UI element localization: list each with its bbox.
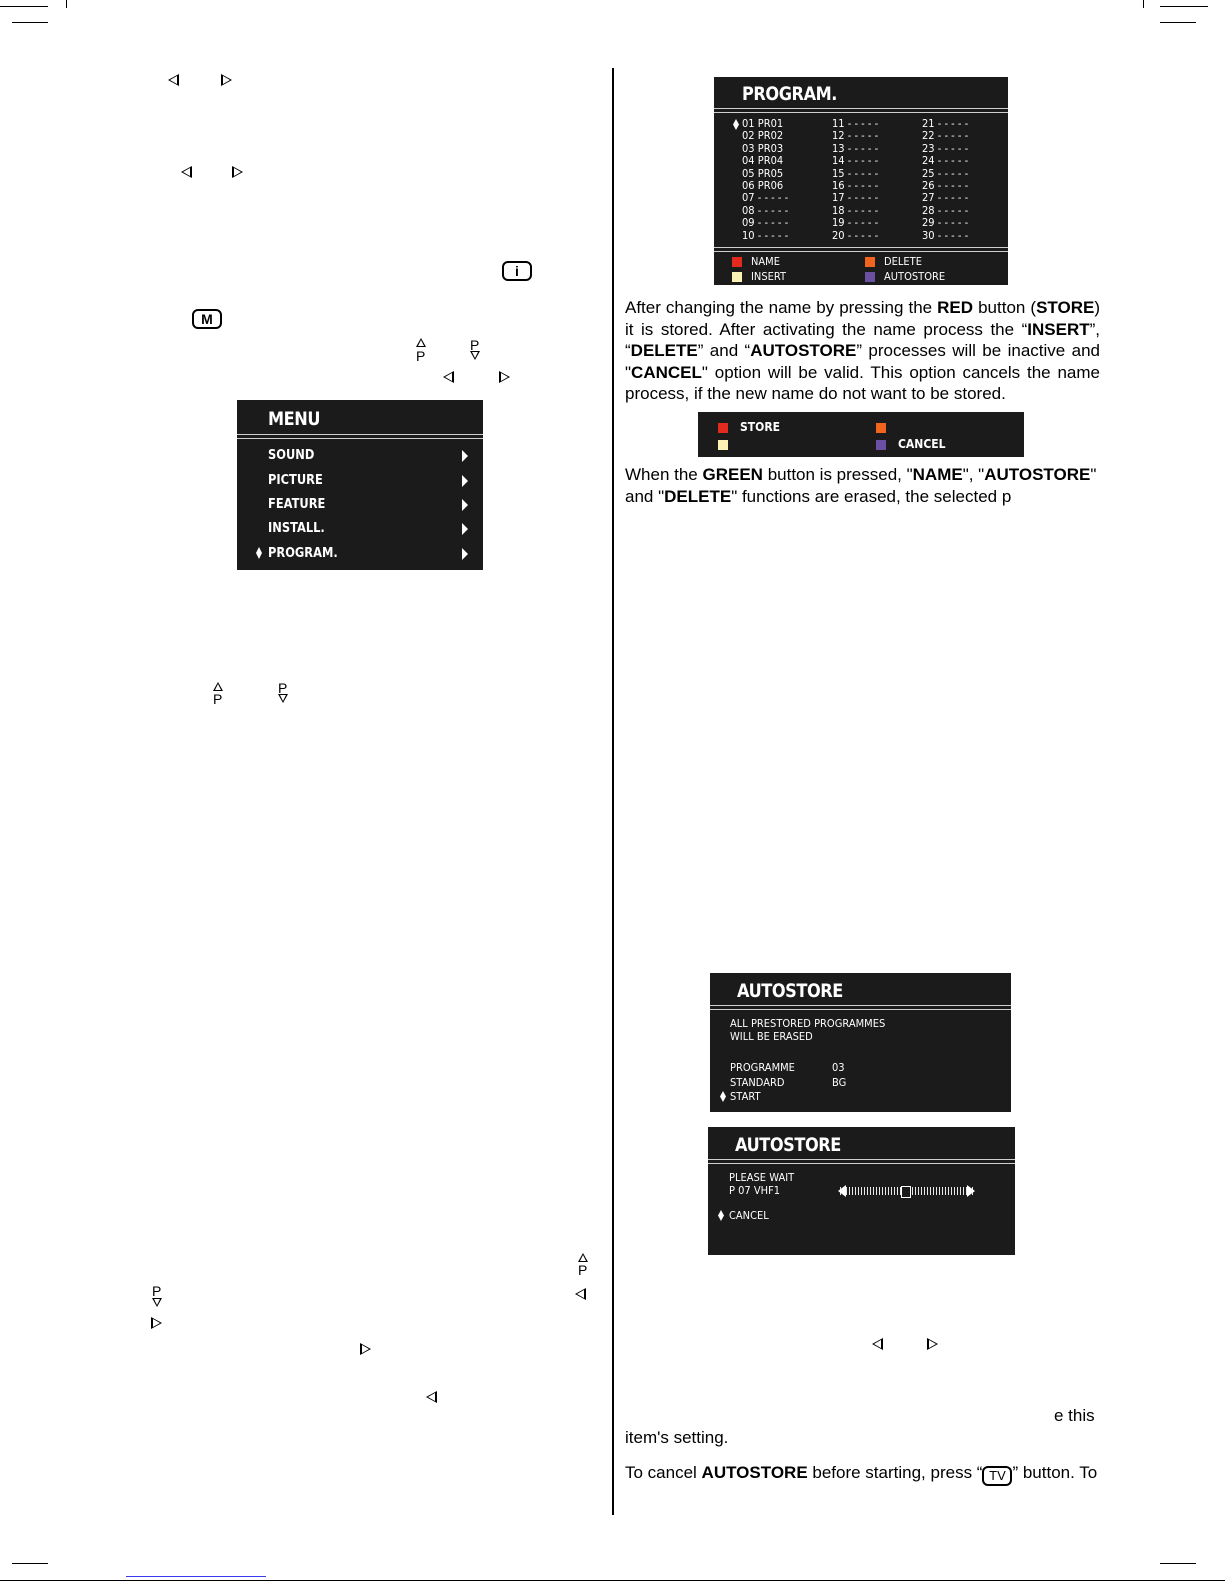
p-up-icon — [416, 338, 426, 347]
cancel-autostore-text: To cancel AUTOSTORE before starting, press “ TV ” button. To — [625, 1462, 1097, 1486]
menu-item-feature[interactable]: FEATURE — [268, 497, 326, 512]
standard-label: STANDARD — [730, 1076, 785, 1089]
p-down-icon — [152, 1298, 162, 1307]
selection-cursor-icon — [718, 1210, 724, 1221]
p-label: P — [152, 1283, 162, 1299]
selection-cursor-icon — [720, 1091, 726, 1102]
submenu-arrow-icon — [462, 523, 468, 535]
text-fragment: item's setting. — [625, 1428, 729, 1447]
legend-delete: DELETE — [884, 255, 922, 268]
purple-key-icon — [876, 440, 886, 450]
divider — [708, 1163, 1015, 1164]
crop-mark — [66, 0, 67, 8]
menu-item-picture[interactable]: PICTURE — [268, 473, 323, 488]
program-entry[interactable]: 01 PR01 — [742, 117, 784, 130]
program-entry[interactable]: 27 - - - - - — [922, 191, 969, 205]
menu-title: MENU — [268, 408, 321, 430]
p-label: P — [578, 1262, 588, 1278]
cancel-item[interactable]: CANCEL — [729, 1209, 769, 1222]
please-wait-text: PLEASE WAIT — [729, 1171, 795, 1184]
erase-warning-line-2: WILL BE ERASED — [730, 1030, 813, 1043]
divider — [708, 1159, 1015, 1160]
right-arrow-icon — [927, 1338, 938, 1350]
column-divider — [612, 68, 614, 1515]
crop-mark — [0, 6, 48, 7]
program-entry[interactable]: 08 - - - - - — [742, 203, 789, 217]
left-arrow-icon — [168, 74, 179, 86]
program-entry[interactable]: 09 - - - - - — [742, 216, 789, 230]
p-label: P — [213, 691, 223, 707]
program-entry[interactable]: 21 - - - - - — [922, 117, 969, 130]
divider — [714, 247, 1008, 248]
legend-autostore: AUTOSTORE — [884, 270, 946, 283]
p-down-icon — [278, 694, 288, 703]
left-arrow-icon — [426, 1391, 437, 1403]
program-entry[interactable]: 04 PR04 — [742, 154, 784, 168]
orange-key-icon — [865, 257, 875, 267]
right-arrow-icon — [360, 1343, 371, 1355]
purple-key-icon — [865, 272, 875, 282]
program-entry[interactable]: 18 - - - - - — [832, 203, 879, 217]
autostore-start-panel — [710, 973, 1011, 1112]
crop-mark — [1160, 1563, 1196, 1564]
erase-warning-line-1: ALL PRESTORED PROGRAMMES — [730, 1017, 886, 1030]
left-arrow-icon — [575, 1288, 586, 1300]
program-entry[interactable]: 02 PR02 — [742, 129, 784, 143]
store-panel — [698, 412, 1024, 457]
program-entry[interactable]: 06 PR06 — [742, 179, 784, 192]
program-entry[interactable]: 22 - - - - - — [922, 129, 969, 143]
program-entry[interactable]: 28 - - - - - — [922, 203, 969, 217]
selection-cursor-icon — [256, 547, 262, 559]
menu-item-program[interactable]: PROGRAM. — [268, 546, 338, 561]
red-key-icon — [732, 257, 742, 267]
submenu-arrow-icon — [462, 548, 468, 560]
selection-cursor-icon — [733, 119, 739, 130]
crop-mark — [1160, 22, 1196, 23]
right-arrow-icon — [499, 371, 510, 383]
crop-mark — [1143, 0, 1144, 8]
scan-bar-indicator — [901, 1186, 911, 1198]
divider — [714, 112, 1008, 113]
right-arrow-icon — [151, 1317, 162, 1329]
text-fragment: e this — [1054, 1406, 1095, 1425]
info-key-icon: i — [502, 261, 532, 281]
program-entry[interactable]: 11 - - - - - — [832, 117, 879, 130]
crop-mark — [12, 1563, 48, 1564]
orange-key-icon — [876, 423, 886, 433]
submenu-arrow-icon — [462, 499, 468, 511]
yellow-key-icon — [732, 272, 742, 282]
p-up-icon — [213, 682, 223, 691]
program-entry[interactable]: 29 - - - - - — [922, 216, 969, 230]
divider — [714, 251, 1008, 252]
programme-label: PROGRAMME — [730, 1061, 795, 1074]
program-entry[interactable]: 24 - - - - - — [922, 154, 969, 168]
program-entry[interactable]: 07 - - - - - — [742, 191, 789, 205]
tv-key-icon: TV — [982, 1466, 1012, 1486]
divider — [237, 438, 483, 439]
legend-insert: INSERT — [751, 270, 787, 283]
left-arrow-icon — [181, 166, 192, 178]
program-entry[interactable]: 03 PR03 — [742, 141, 784, 155]
autostore-progress-panel — [708, 1127, 1015, 1255]
p-label: P — [470, 337, 480, 353]
program-entry[interactable]: 15 - - - - - — [832, 166, 879, 180]
program-title: PROGRAM. — [742, 83, 838, 105]
submenu-arrow-icon — [462, 450, 468, 462]
autostore-title: AUTOSTORE — [737, 980, 843, 1002]
submenu-arrow-icon — [462, 475, 468, 487]
program-entry[interactable]: 14 - - - - - — [832, 154, 879, 168]
program-entry[interactable]: 10 - - - - - — [742, 228, 789, 242]
divider — [237, 434, 483, 435]
program-entry[interactable]: 20 - - - - - — [832, 228, 879, 242]
cancel-label: CANCEL — [898, 437, 946, 451]
programme-value: 03 — [832, 1061, 845, 1074]
program-entry[interactable]: 17 - - - - - — [832, 191, 879, 205]
paragraph-green-button: When the GREEN button is pressed, "NAME", "AUTOSTORE" and "DELETE" functions are erased, the selected p — [625, 465, 1097, 506]
program-entry[interactable]: 19 - - - - - — [832, 216, 879, 230]
program-panel — [714, 77, 1008, 285]
left-arrow-icon — [443, 371, 454, 383]
menu-panel — [237, 400, 483, 570]
crop-mark — [0, 1580, 1225, 1581]
program-entry[interactable]: 23 - - - - - — [922, 141, 969, 155]
program-entry[interactable]: 12 - - - - - — [832, 129, 879, 143]
scan-status-text: P 07 VHF1 — [729, 1184, 781, 1197]
menu-item-sound[interactable]: SOUND — [268, 448, 315, 463]
right-arrow-icon — [232, 166, 243, 178]
p-up-icon — [578, 1253, 588, 1262]
store-label: STORE — [740, 420, 781, 434]
program-entry[interactable]: 25 - - - - - — [922, 166, 969, 180]
legend-name: NAME — [751, 255, 780, 268]
footer-link-underline — [126, 1576, 266, 1577]
start-item[interactable]: START — [730, 1090, 761, 1103]
menu-item-install[interactable]: INSTALL. — [268, 521, 325, 536]
p-label: P — [416, 348, 426, 364]
crop-mark — [1160, 6, 1208, 7]
left-arrow-icon — [872, 1338, 883, 1350]
menu-key-icon: M — [192, 309, 222, 329]
red-key-icon — [718, 423, 728, 433]
p-label: P — [278, 680, 288, 696]
divider — [714, 108, 1008, 109]
program-entry[interactable]: 26 - - - - - — [922, 179, 969, 192]
paragraph-store-name: After changing the name by pressing the RED button (STORE) it is stored. After activating the name process the “INSERT”, “DELETE” and “AUTOSTORE” processes will be inactive and "CANCEL" option will be valid. This option cancels the name process, if the new name do not want to be stored. — [625, 298, 1101, 403]
right-arrow-icon — [221, 74, 232, 86]
p-down-icon — [470, 351, 480, 360]
program-entry[interactable]: 30 - - - - - — [922, 228, 969, 242]
yellow-key-icon — [718, 440, 728, 450]
divider — [710, 1005, 1011, 1006]
standard-value: BG — [832, 1076, 847, 1089]
program-entry[interactable]: 16 - - - - - — [832, 179, 879, 192]
program-entry[interactable]: 05 PR05 — [742, 166, 784, 180]
program-entry[interactable]: 13 - - - - - — [832, 141, 879, 155]
divider — [710, 1009, 1011, 1010]
autostore-title: AUTOSTORE — [735, 1134, 841, 1156]
crop-mark — [12, 22, 48, 23]
